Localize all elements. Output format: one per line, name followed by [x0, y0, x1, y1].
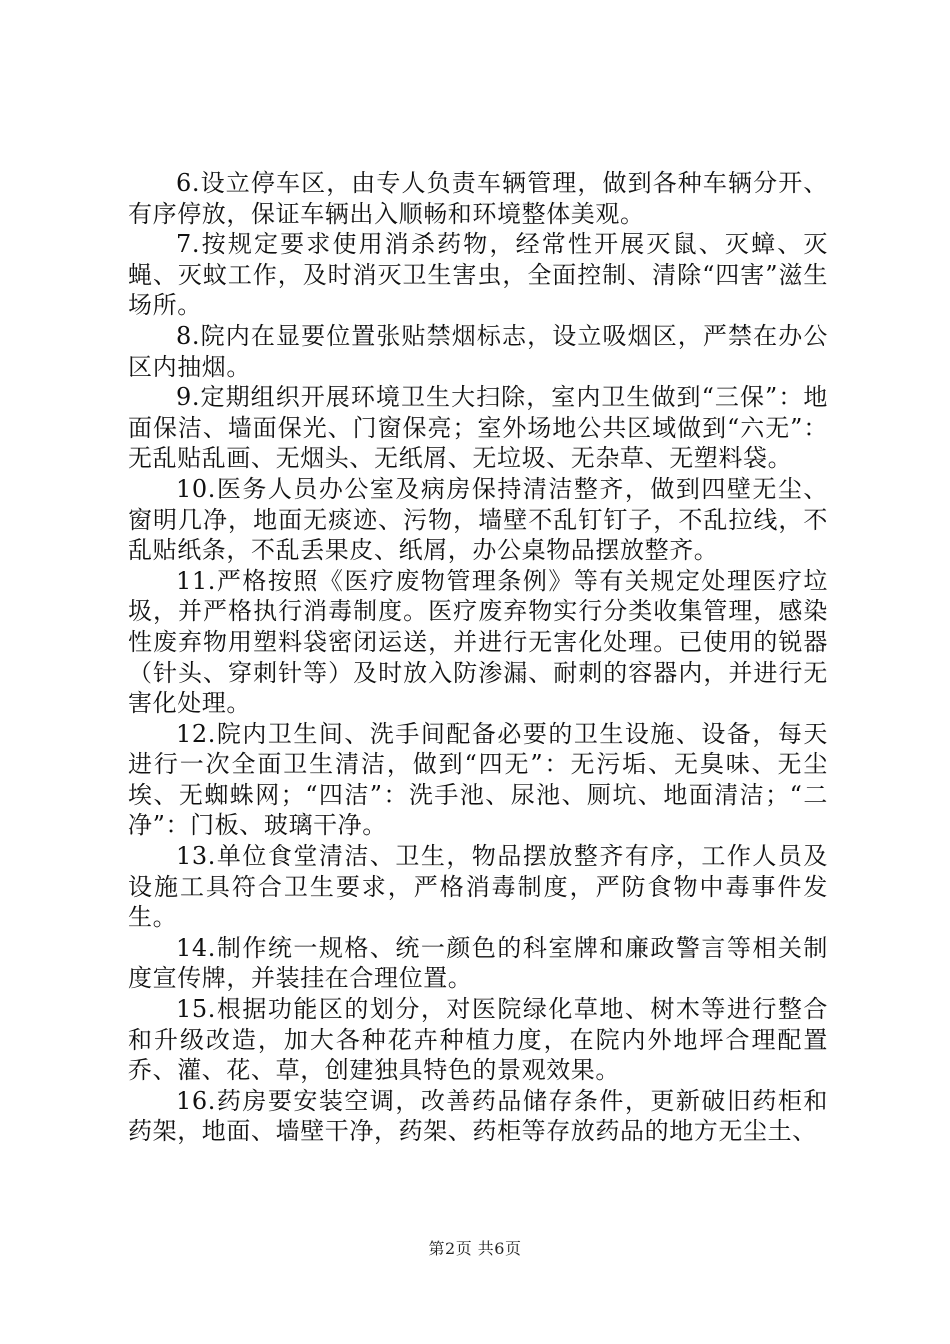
- paragraph-10: 10.医务人员办公室及病房保持清洁整齐，做到四壁无尘、窗明几净，地面无痰迹、污物，墙壁不乱钉钉子，不乱拉线，不乱贴纸条，不乱丢果皮、纸屑，办公桌物品摆放整齐。: [128, 474, 828, 565]
- page-footer: [0, 1239, 950, 1259]
- paragraph-9: 9.定期组织开展环境卫生大扫除，室内卫生做到“三保”：地面保洁、墙面保光、门窗保亮；室外场地公共区域做到“六无”：无乱贴乱画、无烟头、无纸屑、无垃圾、无杂草、无塑料袋。: [128, 383, 828, 473]
- document-body: [128, 168, 828, 1147]
- paragraph-7: 7.按规定要求使用消杀药物，经常性开展灭鼠、灭蟑、灭蝇、灭蚊工作，及时消灭卫生害虫，全面控制、清除“四害”滋生场所。: [128, 230, 828, 320]
- paragraph-15: 15.根据功能区的划分，对医院绿化草地、树木等进行整合和升级改造，加大各种花卉种植力度，在院内外地坪合理配置乔、灌、花、草，创建独具特色的景观效果。: [128, 995, 828, 1085]
- paragraph-13: 13.单位食堂清洁、卫生，物品摆放整齐有序，工作人员及设施工具符合卫生要求，严格消毒制度，严防食物中毒事件发生。: [128, 842, 828, 932]
- page-number-label: 第2页 共6页: [428, 1239, 522, 1258]
- paragraph-14: 14.制作统一规格、统一颜色的科室牌和廉政警言等相关制度宣传牌，并装挂在合理位置。: [128, 933, 828, 993]
- paragraph-16: 16.药房要安装空调，改善药品储存条件，更新破旧药柜和药架，地面、墙壁干净，药架、药柜等存放药品的地方无尘土、: [128, 1086, 828, 1146]
- paragraph-12: 12.院内卫生间、洗手间配备必要的卫生设施、设备，每天进行一次全面卫生清洁，做到“四无”：无污垢、无臭味、无尘埃、无蜘蛛网；“四洁”：洗手池、尿池、厕坑、地面清洁；“二净”：门板、玻璃干净。: [128, 719, 828, 840]
- paragraph-6: 6.设立停车区，由专人负责车辆管理，做到各种车辆分开、有序停放，保证车辆出入顺畅和环境整体美观。: [128, 169, 828, 228]
- paragraph-11: 11.严格按照《医疗废物管理条例》等有关规定处理医疗垃圾，并严格执行消毒制度。医疗废弃物实行分类收集管理，感染性废弃物用塑料袋密闭运送，并进行无害化处理。已使用的锐器（针头、穿刺针等）及时放入防渗漏、耐刺的容器内，并进行无害化处理。: [128, 566, 828, 718]
- paragraph-8: 8.院内在显要位置张贴禁烟标志，设立吸烟区，严禁在办公区内抽烟。: [128, 321, 828, 381]
